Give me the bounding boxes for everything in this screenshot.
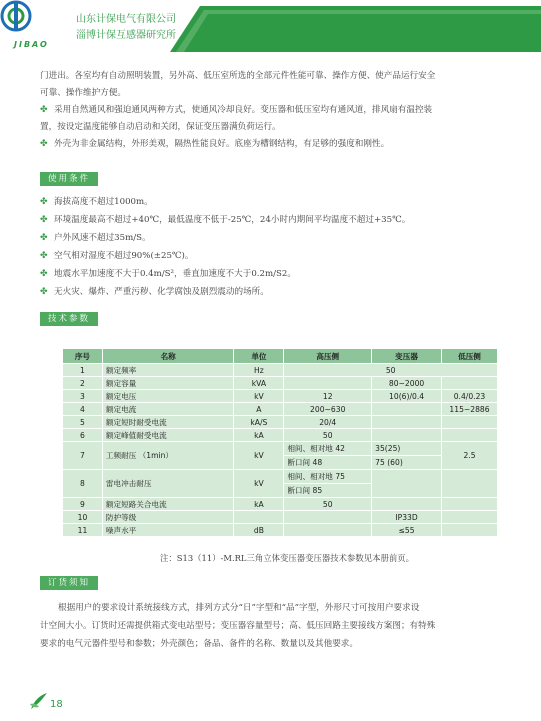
table-row [63, 511, 498, 524]
cell-hv [284, 511, 372, 524]
cell-tx: 80~2000 [372, 377, 442, 390]
cell-name: 防护等级 [102, 511, 234, 524]
col-header-hv: 高压侧 [284, 349, 372, 364]
intro-bullet [40, 102, 510, 119]
leaf-bullet-icon: ✤ [40, 233, 48, 243]
cell-tx: ≤55 [372, 524, 442, 537]
cell-value: 50 [284, 364, 498, 377]
intro-bullet [40, 136, 510, 153]
leaf-bullet-icon: ✤ [40, 197, 48, 207]
cell-name: 额定容量 [102, 377, 234, 390]
cell-lv [442, 377, 498, 390]
cell-lv [442, 416, 498, 429]
cell-unit: kA [234, 429, 284, 442]
cell-name: 额定电压 [102, 390, 234, 403]
cell-hv: 50 [284, 498, 372, 511]
cell-name: 额定频率 [102, 364, 234, 377]
company-name: 山东计保电气有限公司 [76, 14, 176, 25]
cell-unit: Hz [234, 364, 284, 377]
cell-no: 8 [63, 470, 103, 498]
cell-no: 2 [63, 377, 103, 390]
cell-unit: kA [234, 498, 284, 511]
table-row [63, 498, 498, 511]
cell-tx: IP33D [372, 511, 442, 524]
cell-name: 额定短时耐受电流 [102, 416, 234, 429]
page-header [0, 0, 541, 58]
footer-leaf-icon [28, 690, 50, 712]
cell-tx [372, 429, 442, 442]
condition-text: 地震水平加速度不大于0.4m/S²，垂直加速度不大于0.2m/S2。 [54, 269, 296, 279]
cell-lv [442, 524, 498, 537]
cell-hv [284, 377, 372, 390]
leaf-bullet-icon: ✤ [40, 287, 48, 297]
table-row [63, 524, 498, 537]
condition-item [40, 230, 510, 247]
cell-name: 噪声水平 [102, 524, 234, 537]
leaf-bullet-icon: ✤ [40, 215, 48, 225]
condition-text: 环境温度最高不超过+40℃，最低温度不低于-25℃，24小时内期间平均温度不超过+35℃。 [54, 215, 411, 225]
cell-no: 6 [63, 429, 103, 442]
leaf-bullet-icon: ✤ [40, 269, 48, 279]
section-title-conditions: 使用条件 [40, 172, 98, 186]
bullet-text: 采用自然通风和强迫通风两种方式，使通风冷却良好。变压器和低压室均有通风道，排风扇有温控装 [54, 105, 433, 115]
cell-hv [284, 442, 372, 470]
cell-unit: kA/S [234, 416, 284, 429]
cell-hv [284, 524, 372, 537]
condition-item [40, 266, 510, 283]
leaf-bullet-icon: ✤ [40, 139, 48, 149]
col-header-tx: 变压器 [372, 349, 442, 364]
cell-tx-sub: 75 (60) [375, 458, 403, 467]
cell-tx [372, 470, 442, 498]
condition-item [40, 194, 510, 211]
cell-no: 9 [63, 498, 103, 511]
tech-params-table [62, 348, 498, 537]
cell-name: 雷电冲击耐压 [102, 470, 234, 498]
cell-no: 10 [63, 511, 103, 524]
cell-no: 7 [63, 442, 103, 470]
cell-tx: 10(6)/0.4 [372, 390, 442, 403]
cell-lv: 2.5 [442, 442, 498, 470]
cell-tx [372, 416, 442, 429]
cell-hv: 50 [284, 429, 372, 442]
cell-unit: A [234, 403, 284, 416]
condition-text: 海拔高度不超过1000m。 [54, 197, 153, 207]
cell-no: 11 [63, 524, 103, 537]
order-line: 计空间大小。订货时还需提供箱式变电站型号；变压器容量型号；高、低压回路主要接线方案图；有特殊 [40, 621, 436, 631]
cell-unit: dB [234, 524, 284, 537]
table-row [63, 390, 498, 403]
company-logo-icon [0, 0, 32, 32]
section-title-order: 订货须知 [40, 576, 98, 590]
cell-tx-sub: 35(25) [372, 442, 441, 456]
cell-unit: kVA [234, 377, 284, 390]
cell-no: 1 [63, 364, 103, 377]
cell-name: 额定电流 [102, 403, 234, 416]
cell-no: 4 [63, 403, 103, 416]
cell-no: 5 [63, 416, 103, 429]
cell-hv-sub: 相间、相对地 42 [284, 442, 371, 456]
cell-hv-sub: 断口间 48 [287, 458, 323, 467]
condition-text: 户外风速不超过35m/S。 [54, 233, 151, 243]
page-number: 18 [50, 699, 63, 710]
cell-name: 额定短路关合电流 [102, 498, 234, 511]
cell-hv-sub: 相间、相对地 75 [284, 470, 371, 484]
table-row [63, 442, 498, 470]
cell-tx [372, 403, 442, 416]
section-title-tech: 技术参数 [40, 312, 98, 326]
cell-hv: 200~630 [284, 403, 372, 416]
cell-hv: 12 [284, 390, 372, 403]
cell-unit: kV [234, 470, 284, 498]
condition-text: 空气相对湿度不超过90%(±25℃)。 [54, 251, 194, 261]
cell-no: 3 [63, 390, 103, 403]
cell-lv [442, 429, 498, 442]
table-row [63, 416, 498, 429]
order-line: 根据用户的要求设计系统接线方式，排列方式分“日”字型和“品”字型，外形尺寸可按用户要求设 [58, 603, 420, 613]
table-row [63, 377, 498, 390]
cell-lv [442, 498, 498, 511]
cell-unit: kV [234, 442, 284, 470]
table-row [63, 429, 498, 442]
leaf-bullet-icon: ✤ [40, 251, 48, 261]
cell-lv [442, 470, 498, 498]
logo-text: JIBAO [14, 40, 49, 49]
cell-lv: 0.4/0.23 [442, 390, 498, 403]
table-row [63, 470, 498, 498]
cell-unit: kV [234, 390, 284, 403]
cell-hv: 20/4 [284, 416, 372, 429]
cell-tx [372, 498, 442, 511]
col-header-lv: 低压侧 [442, 349, 498, 364]
cell-unit [234, 511, 284, 524]
leaf-bullet-icon: ✤ [40, 105, 48, 115]
cell-lv [442, 511, 498, 524]
cell-name: 额定峰值耐受电流 [102, 429, 234, 442]
col-header-unit: 单位 [234, 349, 284, 364]
institute-name: 淄博计保互感器研究所 [76, 30, 176, 41]
col-header-no: 序号 [63, 349, 103, 364]
table-note: 注：S13（11）-M.RL三角立体变压器变压器技术参数见本册前页。 [160, 553, 414, 563]
cell-hv-sub: 断口间 85 [287, 486, 323, 495]
col-header-name: 名称 [102, 349, 234, 364]
intro-line: 置，按设定温度能够自动启动和关闭，保证变压器满负荷运行。 [40, 122, 281, 132]
intro-line: 门进出。各室均有自动照明装置，另外高、低压室所选的全部元件性能可靠、操作方便、使产品运行安全 [40, 71, 436, 81]
bullet-text: 外壳为非金属结构，外形美观，隔热性能良好。底座为槽钢结构，有足够的强度和刚性。 [54, 139, 390, 149]
table-row [63, 364, 498, 377]
intro-line: 可靠、操作维护方便。 [40, 88, 126, 98]
table-header-row [63, 349, 498, 364]
cell-hv [284, 470, 372, 498]
order-line: 要求的电气元器件型号和参数；外壳颜色；备品、备件的名称、数量以及其他要求。 [40, 639, 358, 649]
condition-item [40, 284, 510, 301]
condition-item [40, 248, 510, 265]
cell-name: 工频耐压 （1min） [102, 442, 234, 470]
cell-tx [372, 442, 442, 470]
cell-lv: 115~2886 [442, 403, 498, 416]
table-row [63, 403, 498, 416]
condition-item [40, 212, 510, 229]
condition-text: 无火灾、爆炸、严重污秽、化学腐蚀及剧烈震动的场所。 [54, 287, 269, 297]
